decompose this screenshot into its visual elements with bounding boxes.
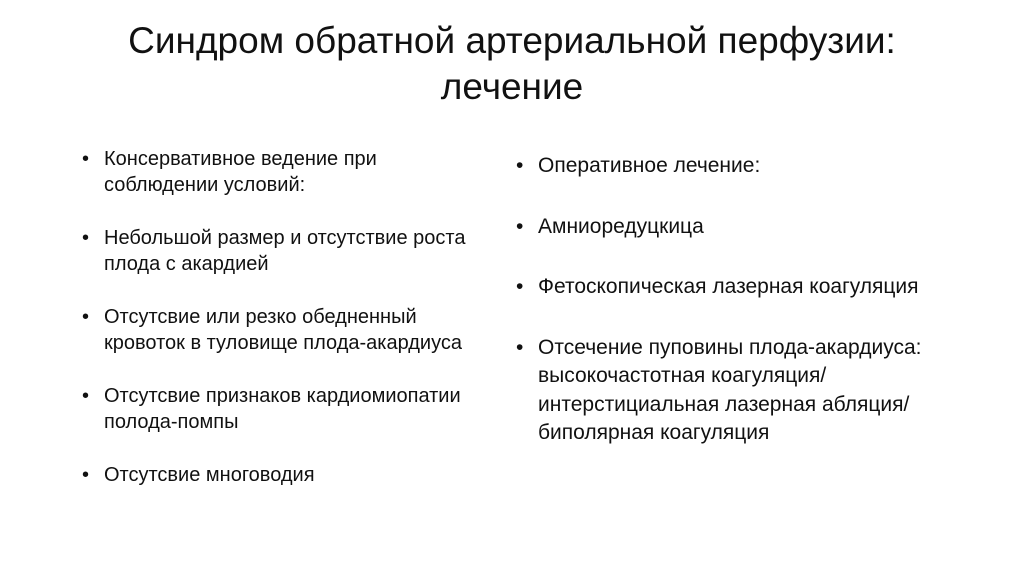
bullet-icon: •	[82, 385, 90, 407]
list-item	[510, 273, 930, 302]
list-item	[76, 146, 476, 198]
list-item	[510, 334, 930, 448]
bullet-icon: •	[516, 154, 524, 177]
bullet-icon: •	[82, 148, 90, 170]
list-item-text: Оперативное лечение:	[538, 154, 761, 177]
left-bullet-list	[76, 146, 476, 515]
list-item	[510, 213, 930, 242]
bullet-icon: •	[516, 335, 524, 359]
list-item-text: Отсутсвие или резко обедненный кровоток в туловище плода-акардиуса	[104, 306, 462, 354]
list-item-text: Небольшой размер и отсутствие роста плода с акардией	[104, 227, 466, 275]
title-line-1: Синдром обратной артериальной перфузии:	[128, 20, 896, 61]
list-item-text: Отсутсвие признаков кардиомиопатии полода-помпы	[104, 385, 461, 433]
bullet-icon: •	[82, 306, 90, 328]
list-item	[76, 225, 476, 277]
list-item-text: Амниоредуцкица	[538, 214, 704, 238]
bullet-icon: •	[82, 227, 90, 249]
list-item-text: Фетоскопическая лазерная коагуляция	[538, 275, 919, 298]
title-line-2: лечение	[440, 66, 584, 107]
bullet-icon: •	[516, 214, 524, 238]
bullet-icon: •	[516, 275, 524, 298]
list-item-text: Отсечение пуповины плода-акардиуса: высокочастотная коагуляция/интерстициальная лазерная абляция/биполярная коагуляция	[538, 335, 922, 444]
slide-title	[60, 18, 964, 110]
list-item-text: Консервативное ведение при соблюдении условий:	[104, 148, 377, 196]
list-item	[510, 152, 930, 181]
right-bullet-list	[510, 152, 930, 480]
list-item	[76, 462, 476, 488]
list-item-text: Отсутсвие многоводия	[104, 464, 315, 486]
list-item	[76, 304, 476, 356]
bullet-icon: •	[82, 464, 90, 486]
list-item	[76, 383, 476, 435]
